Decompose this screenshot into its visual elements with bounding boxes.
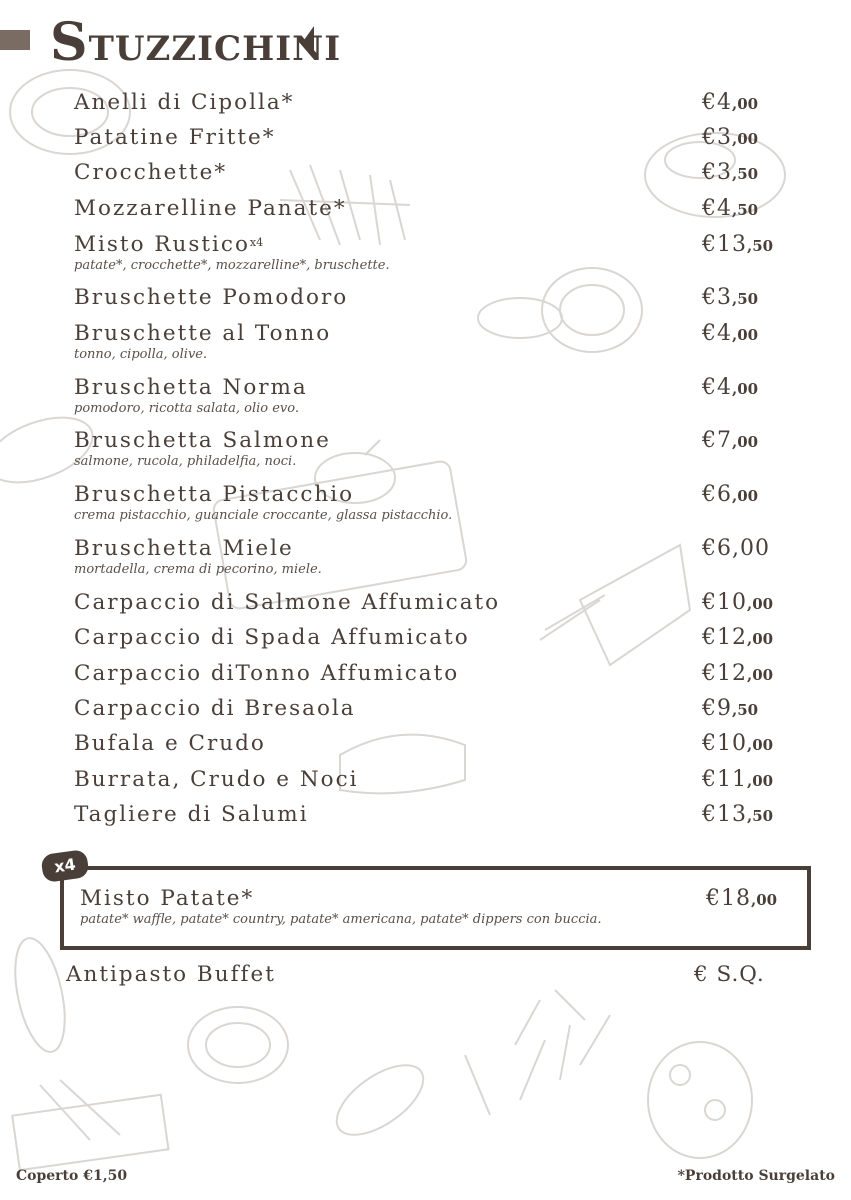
menu-item-price: €11,00 [702, 767, 774, 792]
menu-item-name: Bruschetta Norma [74, 375, 308, 400]
menu-item [74, 661, 794, 687]
page-title-initial: S [50, 12, 89, 73]
menu-item-name: Carpaccio diTonno Affumicato [74, 661, 460, 686]
buffet-item-price: € S.Q. [694, 962, 765, 987]
menu-item-name: Bruschette al Tonno [74, 321, 332, 346]
menu-item-price: €10,00 [702, 590, 774, 615]
menu-item-name: Anelli di Cipolla* [74, 90, 295, 115]
menu-item [74, 767, 794, 793]
menu-item-price: €4,00 [702, 90, 759, 115]
menu-item-description: pomodoro, ricotta salata, olio evo. [74, 401, 300, 416]
frozen-product-note: *Prodotto Surgelato [677, 1168, 835, 1184]
menu-item-price: €6,00 [702, 482, 759, 507]
menu-item-price: €4,00 [702, 321, 759, 346]
menu-item-name: Patatine Fritte* [74, 125, 276, 150]
title-arrow-icon [304, 26, 314, 54]
menu-item-name: Bruschette Pomodoro [74, 285, 349, 310]
menu-item-price: €13,50 [702, 802, 774, 827]
menu-item [74, 285, 794, 311]
menu-item-description: patate*, crocchette*, mozzarelline*, bruschette. [74, 258, 390, 273]
menu-item [74, 802, 794, 828]
menu-item-description: crema pistacchio, guanciale croccante, glassa pistacchio. [74, 508, 453, 523]
menu-item-name: Bruschetta Miele [74, 536, 294, 561]
menu-item-price: €9,50 [702, 696, 759, 721]
bread-sketch-icon [325, 1052, 434, 1149]
menu-item [74, 696, 794, 722]
menu-item-name: Bufala e Crudo [74, 731, 266, 756]
menu-item [74, 536, 794, 578]
menu-item [74, 125, 794, 151]
menu-item-price: €6,00 [702, 536, 770, 561]
menu-item-price: €4,50 [702, 196, 759, 221]
menu-item [74, 731, 794, 757]
menu-item-description: tonno, cipolla, olive. [74, 347, 208, 362]
menu-item-description: salmone, rucola, philadelfia, noci. [74, 454, 297, 469]
menu-item-price: €3,50 [702, 285, 759, 310]
menu-item-name: Burrata, Crudo e Noci [74, 767, 359, 792]
bread-sketch-icon [6, 934, 73, 1057]
fries-sketch-icon [465, 990, 610, 1115]
menu-item-price: €3,50 [702, 160, 759, 185]
special-item-price: €18,00 [706, 886, 778, 911]
menu-item-price: €4,00 [702, 375, 759, 400]
menu-item-price: €7,00 [702, 428, 759, 453]
menu-item-price: €13,50 [702, 232, 774, 257]
special-item-name: Misto Patate* [80, 886, 255, 911]
menu-item [74, 160, 794, 186]
menu-item [74, 482, 794, 524]
menu-item [74, 232, 794, 274]
menu-item-name: Bruschetta Pistacchio [74, 482, 355, 507]
special-item-description: patate* waffle, patate* country, patate* americana, patate* dippers con buccia. [80, 912, 602, 927]
menu-item-price: €12,00 [702, 661, 774, 686]
menu-item-name: Carpaccio di Salmone Affumicato [74, 590, 501, 615]
title-accent-bar [0, 30, 30, 50]
menu-item-price: €3,00 [702, 125, 759, 150]
menu-item-name: Bruschetta Salmone [74, 428, 331, 453]
menu-item-price: €10,00 [702, 731, 774, 756]
menu-item-name: Misto Rustico$^{x4}$ [74, 232, 264, 257]
special-item-box [60, 866, 811, 950]
pizza-sketch-icon [648, 1042, 752, 1158]
buffet-item-name: Antipasto Buffet [66, 962, 276, 987]
menu-item [74, 321, 794, 363]
menu-item-name: Carpaccio di Spada Affumicato [74, 625, 470, 650]
menu-item [74, 90, 794, 116]
menu-item [74, 590, 794, 616]
menu-item [74, 428, 794, 470]
cover-charge-note: Coperto €1,50 [16, 1168, 128, 1184]
menu-item-name: Mozzarelline Panate* [74, 196, 347, 221]
menu-item [74, 196, 794, 222]
menu-item-name: Carpaccio di Bresaola [74, 696, 356, 721]
page-title [50, 12, 341, 73]
special-item-badge: x4 [40, 849, 89, 883]
page-title-rest: TUZZICHINI [88, 29, 342, 69]
menu-item-name: Crocchette* [74, 160, 228, 185]
menu-item-name: Tagliere di Salumi [74, 802, 309, 827]
menu-item [74, 625, 794, 651]
onion-ring-sketch-icon [188, 1007, 288, 1083]
menu-item-price: €12,00 [702, 625, 774, 650]
fries-board-sketch-icon [12, 1080, 168, 1170]
menu-item [74, 375, 794, 417]
menu-item-description: mortadella, crema di pecorino, miele. [74, 562, 322, 577]
